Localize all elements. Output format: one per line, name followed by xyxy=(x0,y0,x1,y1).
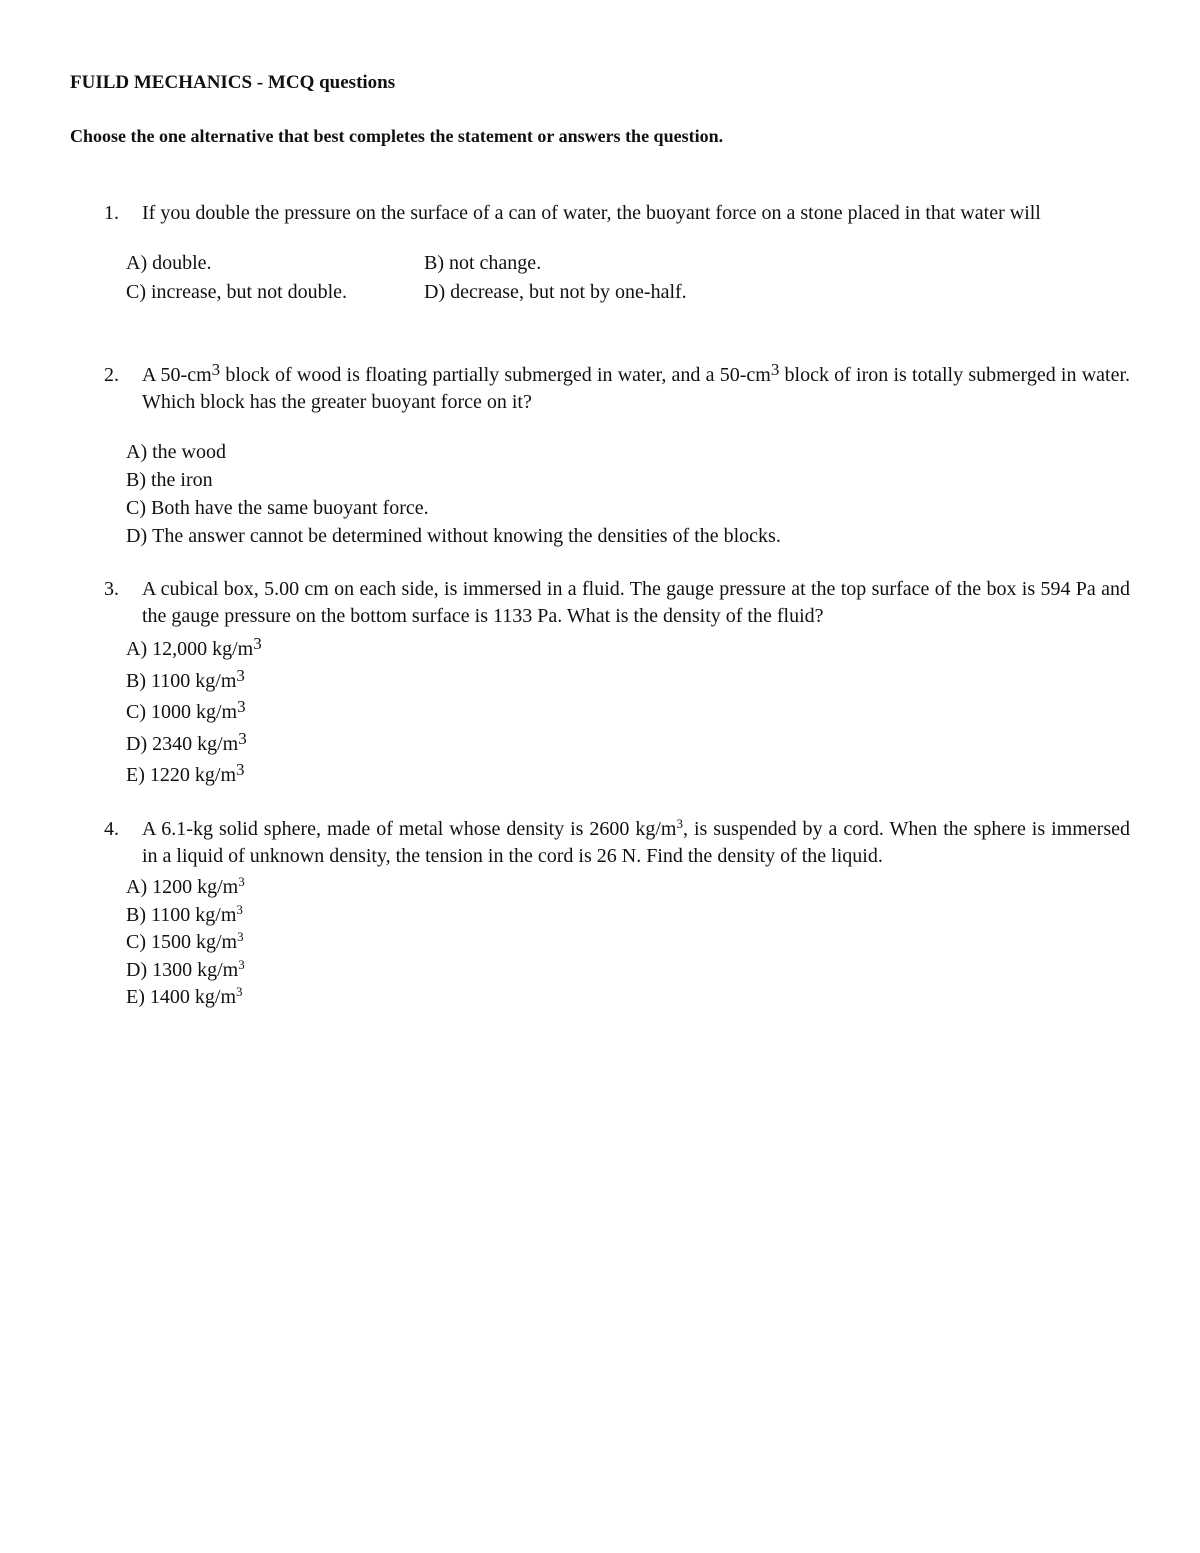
question-number: 4. xyxy=(104,818,119,840)
option-a: A) double. xyxy=(126,252,212,274)
option-a: A) the wood xyxy=(126,441,226,463)
question-number: 3. xyxy=(104,578,119,600)
option-c: C) 1000 $kg/m^3$ xyxy=(126,697,246,723)
option-a: A) 12,000 $kg/m^3$ xyxy=(126,634,262,660)
question-2 xyxy=(104,362,1130,550)
question-number: 2. xyxy=(104,364,119,386)
document-title: FUILD MECHANICS - MCQ questions xyxy=(70,72,396,93)
question-text: If you double the pressure on the surface of a can of water, the buoyant force on a stone placed in that water will xyxy=(142,202,1041,224)
option-b: B) the iron xyxy=(126,469,213,491)
instructions: Choose the one alternative that best completes the statement or answers the question. xyxy=(70,126,724,146)
option-b: B) 1100 $kg/m^3$ xyxy=(126,901,243,926)
option-c: C) 1500 $kg/m^3$ xyxy=(126,929,244,953)
option-d: D) decrease, but not by one-half. xyxy=(424,281,687,303)
option-d: D) The answer cannot be determined without knowing the densities of the blocks. xyxy=(126,525,781,547)
options xyxy=(126,249,1130,306)
question-number: 1. xyxy=(104,202,119,224)
question-3 xyxy=(104,576,1130,792)
option-e: E) 1400 $kg/m^3$ xyxy=(126,984,243,1008)
question-4 xyxy=(104,816,1130,1012)
options xyxy=(126,874,1130,1012)
option-c: C) Both have the same buoyant force. xyxy=(126,497,429,519)
options xyxy=(126,634,1130,792)
option-e: E) 1220 $kg/m^3$ xyxy=(126,760,245,786)
question-text: A $50-cm^3$ block of wood is floating partially submerged in water, and a $50-cm^3$ block of iron is totally submerged in water. Which block has the greater buoyant force on it? xyxy=(142,360,1131,413)
options xyxy=(126,438,1130,550)
question-text: A cubical box, 5.00 cm on each side, is immersed in a fluid. The gauge pressure at the top surface of the box is 594 Pa and the gauge pressure on the bottom surface is 1133 Pa. What is the density of the fluid? xyxy=(142,578,1130,627)
option-b: B) not change. xyxy=(424,252,542,274)
option-a: A) 1200 $kg/m^3$ xyxy=(126,874,245,898)
option-b: B) 1100 $kg/m^3$ xyxy=(126,665,245,692)
option-c: C) increase, but not double. xyxy=(126,281,348,303)
option-d: D) 2340 $kg/m^3$ xyxy=(126,728,247,755)
question-text: A 6.1-kg solid sphere, made of metal whose density is 2600 $kg/m^3$, is suspended by a cord. When the sphere is immersed in a liquid of unknown density, the tension in the cord is 26 N. Find the density of the liquid. xyxy=(142,816,1130,867)
question-1 xyxy=(104,200,1130,306)
option-d: D) 1300 $kg/m^3$ xyxy=(126,956,245,981)
